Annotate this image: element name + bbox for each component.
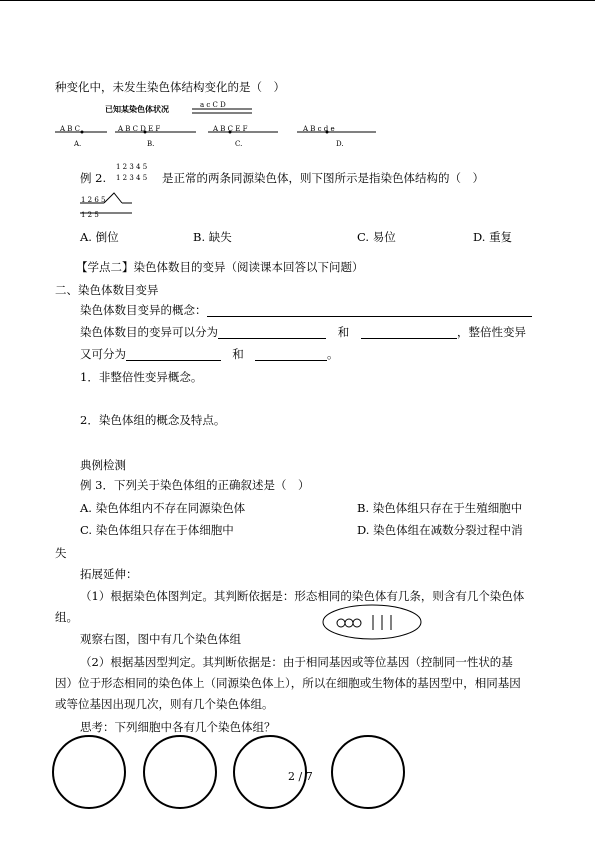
chromosome-b-genes: A B C D E F xyxy=(118,125,161,133)
example2-option-c: C. 易位 xyxy=(357,230,396,244)
figure-title: 已知某染色体状况 xyxy=(105,104,169,114)
extension-p2-line1: （2）根据基因型判定。其判断依据是：由于相同基因或等位基因（控制同一性状的基 xyxy=(80,655,513,669)
example2-text: 是正常的两条同源染色体，则下图所示是指染色体结构的（ ） xyxy=(162,171,484,185)
chromosome-c-genes: A B C E F xyxy=(213,125,248,133)
and-word: 和 xyxy=(337,325,350,339)
homolog-top-numbers: 1 2 3 4 5 xyxy=(116,163,148,171)
example2-option-b: B. 缺失 xyxy=(193,230,232,244)
typical-title: 典例检测 xyxy=(80,458,126,472)
example2-option-d: D. 重复 xyxy=(473,230,513,244)
chromosome-d-genes: A B c d e xyxy=(303,125,335,133)
example3-option-b: B. 染色体组只存在于生殖细胞中 xyxy=(357,501,523,515)
divide2-label: 又可分为 xyxy=(80,347,126,361)
extension-p2-line2: 因）位于形态相同的染色体上（同源染色体上），所以在细胞或生物体的基因型中，相同基因 xyxy=(55,676,521,690)
period: 。 xyxy=(327,347,339,361)
part-title: 二、染色体数目变异 xyxy=(55,283,159,297)
example3-option-c: C. 染色体组只存在于体细胞中 xyxy=(80,523,234,537)
chromosome-b-label: B. xyxy=(147,140,155,148)
item-2: 2．染色体组的概念及特点。 xyxy=(80,413,226,427)
concept-label: 染色体数目变异的概念： xyxy=(80,303,207,317)
example3-option-d: D. 染色体组在减数分裂过程中消 xyxy=(357,523,523,537)
example3-option-a: A. 染色体组内不存在同源染色体 xyxy=(80,501,246,515)
divide-tail: ，整倍性变异 xyxy=(457,325,526,339)
extension-p1-line2: 组。 xyxy=(55,610,78,624)
example2-option-a: A. 倒位 xyxy=(80,230,119,244)
chromosome-a-genes: A B C xyxy=(60,125,81,133)
homolog-bottom-numbers: 1 2 3 4 5 xyxy=(116,174,148,182)
observe-text: 观察右图，图中有几个染色体组 xyxy=(80,632,241,646)
think-question: 思考：下列细胞中各有几个染色体组？ xyxy=(80,720,276,734)
example3-option-d-cont: 失 xyxy=(55,546,67,560)
known-genes: a c C D xyxy=(200,101,226,109)
chromosome-c-label: C. xyxy=(235,140,243,148)
example3-question: 例 3．下列关于染色体组的正确叙述是（ ） xyxy=(80,478,310,492)
divide-label: 染色体数目的变异可以分为 xyxy=(80,325,218,339)
and-word-2: 和 xyxy=(232,347,244,361)
item-1: 1．非整倍性变异概念。 xyxy=(80,370,203,384)
chromosome-d-label: D. xyxy=(336,140,344,148)
extension-p2-line3: 或等位基因出现几次，则有几个染色体组。 xyxy=(55,697,274,711)
chromosome-a-label: A. xyxy=(74,140,82,148)
extension-title: 拓展延伸： xyxy=(80,567,138,581)
example2-prefix: 例 2. xyxy=(80,171,107,185)
question-intro: 种变化中，未发生染色体结构变化的是（ ） xyxy=(55,80,285,94)
extension-p1-line1: （1）根据染色体图判定。其判断依据是：形态相同的染色体有几条，则含有几个染色体 xyxy=(80,589,525,603)
fig2-bottom-genes: 1 2 5 xyxy=(81,211,99,219)
fig2-top-genes: 1 2 6 5 xyxy=(81,196,106,204)
page-number: 2 / 7 xyxy=(288,770,313,783)
section-heading: 【学点二】染色体数目的变异（阅读课本回答以下问题） xyxy=(76,260,364,274)
